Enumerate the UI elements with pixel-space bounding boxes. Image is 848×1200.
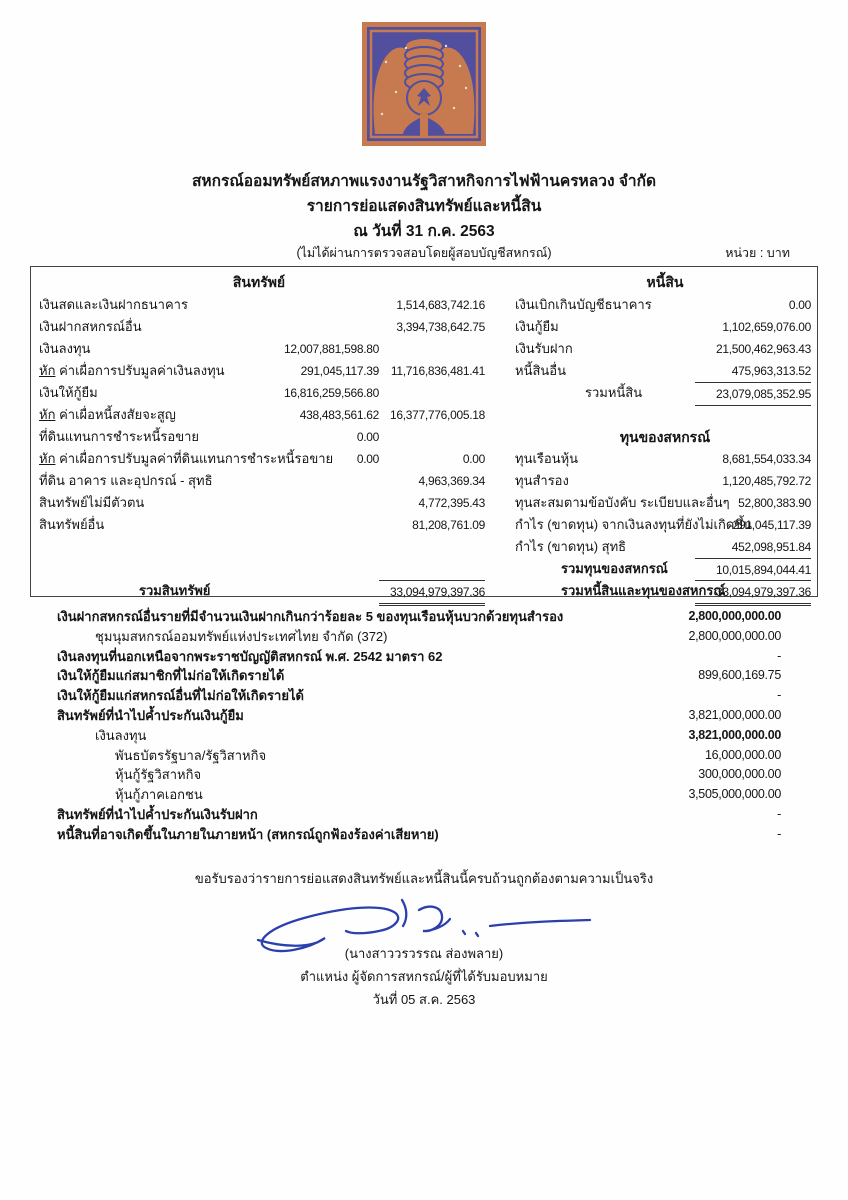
assets-header: สินทรัพย์	[232, 274, 286, 290]
table-header-row	[31, 270, 817, 294]
table-row	[31, 294, 817, 316]
equity-label: ทุนเรือนหุ้น	[515, 451, 579, 466]
disclosure-label: สินทรัพย์ที่นำไปค้ำประกันเงินรับฝาก	[57, 806, 258, 822]
asset-amount: 4,772,395.43	[418, 496, 485, 510]
equity-amount: 452,098,951.84	[731, 540, 811, 554]
table-row	[31, 580, 817, 602]
asset-label: เงินสดและเงินฝากธนาคาร	[39, 297, 188, 312]
total-liabilities-label: รวมหนี้สิน	[585, 385, 643, 400]
equity-label: ทุนสำรอง	[515, 473, 569, 488]
equity-amount: 52,800,383.90	[738, 496, 811, 510]
signer-position: ตำแหน่ง ผู้จัดการสหกรณ์/ผู้ที่ได้รับมอบหมาย	[300, 969, 548, 984]
asset-label: เงินลงทุน	[39, 341, 91, 356]
asset-amount-inner: 16,816,259,566.80	[284, 386, 379, 400]
disclosure-row	[57, 686, 781, 706]
table-row	[31, 338, 817, 360]
equity-label: กำไร (ขาดทุน) จากเงินลงทุนที่ยังไม่เกิดขึ้น	[515, 517, 753, 532]
asset-label: เงินให้กู้ยืม	[39, 385, 98, 400]
liability-label: เงินรับฝาก	[515, 341, 573, 356]
asset-amount-inner	[231, 470, 379, 492]
total-equity-amount: 10,015,894,044.41	[695, 558, 817, 581]
liabilities-header: หนี้สิน	[646, 274, 684, 290]
disclosure-row	[57, 746, 781, 766]
table-row	[31, 514, 817, 536]
table-row	[31, 448, 817, 470]
disclosure-label: เงินฝากสหกรณ์อื่นรายที่มีจำนวนเงินฝากเกินกว่าร้อยละ 5 ของทุนเรือนหุ้นบวกด้วยทุนสำรอง	[57, 609, 564, 624]
disclosure-label: หุ้นกู้ภาคเอกชน	[115, 787, 203, 803]
liability-label: หนี้สินอื่น	[515, 363, 566, 378]
disclosure-label: หนี้สินที่อาจเกิดขึ้นในภายในภายหน้า (สหกรณ์ถูกฟ้องร้องค่าเสียหาย)	[57, 826, 439, 842]
disclosure-row	[57, 765, 781, 785]
asset-amount: 11,716,836,481.41	[390, 364, 485, 378]
disclosure-row	[57, 627, 781, 647]
equity-header: ทุนของสหกรณ์	[619, 429, 711, 445]
asset-amount: 81,208,761.09	[412, 518, 485, 532]
liability-label: เงินเบิกเกินบัญชีธนาคาร	[515, 297, 652, 312]
deduct-prefix: หัก	[39, 407, 56, 422]
disclosure-label: หุ้นกู้รัฐวิสาหกิจ	[115, 767, 202, 783]
disclosure-value: 300,000,000.00	[698, 767, 781, 782]
total-assets-amount: 33,094,979,397.36	[379, 580, 487, 606]
equity-amount: 8,681,554,033.34	[722, 452, 811, 466]
asset-label: สินทรัพย์ไม่มีตัวตน	[39, 495, 145, 510]
table-row	[31, 470, 817, 492]
asset-amount-inner: 291,045,117.39	[300, 364, 379, 378]
asset-label: หัก ค่าเผื่อการปรับมูลค่าที่ดินแทนการชำระหนี้รอขาย	[39, 451, 334, 466]
as-of-date: ณ วันที่ 31 ก.ค. 2563	[353, 223, 495, 240]
liability-amount: 21,500,462,963.43	[716, 342, 811, 356]
disclosure-row	[57, 726, 781, 746]
table-row	[31, 536, 817, 558]
total-assets-label: รวมสินทรัพย์	[139, 583, 211, 598]
asset-amount: 3,394,738,642.75	[396, 320, 485, 334]
disclosure-label: เงินให้กู้ยืมแก่สหกรณ์อื่นที่ไม่ก่อให้เกิดรายได้	[57, 688, 304, 704]
balance-sheet-table	[30, 266, 818, 597]
signer-name: (นางสาววรวรรณ ส่องพลาย)	[344, 946, 504, 961]
disclosure-value: -	[777, 806, 781, 821]
equity-label: กำไร (ขาดทุน) สุทธิ	[515, 539, 627, 554]
table-row	[31, 426, 817, 448]
total-liabilities-amount: 23,079,085,352.95	[695, 382, 817, 406]
disclosure-label: เงินลงทุนที่นอกเหนือจากพระราชบัญญัติสหกรณ์ พ.ศ. 2542 มาตรา 62	[57, 648, 443, 664]
asset-amount: 16,377,776,005.18	[390, 408, 485, 422]
asset-amount-inner: 0.00	[356, 452, 379, 466]
unit-label: หน่วย : บาท	[725, 246, 790, 260]
asset-label: หัก ค่าเผื่อการปรับมูลค่าเงินลงทุน	[39, 363, 225, 378]
table-row	[31, 404, 817, 426]
disclosure-value: 2,800,000,000.00	[688, 609, 781, 623]
table-row	[31, 360, 817, 382]
asset-amount-inner	[231, 492, 379, 514]
table-row	[31, 382, 817, 404]
disclosure-row	[57, 785, 781, 805]
asset-amount-inner	[231, 316, 379, 338]
disclosure-row	[57, 607, 781, 627]
disclosure-label: สินทรัพย์ที่นำไปค้ำประกันเงินกู้ยืม	[57, 707, 244, 723]
table-row	[31, 492, 817, 514]
certification-statement: ขอรับรองว่ารายการย่อแสดงสินทรัพย์และหนี้สินนี้ครบถ้วนถูกต้องตามความเป็นจริง	[194, 871, 654, 886]
disclosure-row	[57, 647, 781, 667]
liability-amount: 0.00	[788, 298, 811, 312]
disclosure-value: -	[777, 688, 781, 703]
report-title: รายการย่อแสดงสินทรัพย์และหนี้สิน	[306, 198, 542, 215]
equity-amount: -291,045,117.39	[728, 518, 811, 532]
asset-amount-inner: 12,007,881,598.80	[284, 342, 379, 356]
asset-amount-inner: 438,483,561.62	[299, 408, 379, 422]
asset-label: สินทรัพย์อื่น	[39, 517, 105, 532]
cooperative-emblem-icon	[362, 22, 486, 146]
total-equity-label: รวมทุนของสหกรณ์	[561, 561, 668, 576]
asset-amount: 4,963,369.34	[418, 474, 485, 488]
disclosure-row	[57, 706, 781, 726]
disclosure-value: 3,821,000,000.00	[688, 727, 781, 742]
disclosure-value: 899,600,169.75	[698, 668, 781, 683]
audit-note: (ไม่ได้ผ่านการตรวจสอบโดยผู้สอบบัญชีสหกรณ์)	[296, 246, 552, 260]
total-liabilities-equity-amount: 33,094,979,397.36	[695, 580, 817, 606]
disclosure-value: 16,000,000.00	[704, 747, 781, 762]
disclosure-value: -	[777, 826, 781, 841]
asset-amount-inner	[231, 294, 379, 316]
disclosure-row	[57, 825, 781, 845]
deduct-prefix: หัก	[39, 363, 56, 378]
disclosure-label: พันธบัตรรัฐบาล/รัฐวิสาหกิจ	[115, 747, 267, 763]
table-row	[31, 316, 817, 338]
disclosure-label: เงินลงทุน	[95, 727, 147, 743]
disclosure-row	[57, 805, 781, 825]
disclosure-value: 3,505,000,000.00	[688, 787, 781, 802]
total-liabilities-equity-label: รวมหนี้สินและทุนของสหกรณ์	[561, 583, 726, 598]
deduct-prefix: หัก	[39, 451, 56, 466]
organization-name: สหกรณ์ออมทรัพย์สหภาพแรงงานรัฐวิสาหกิจการไฟฟ้านครหลวง จำกัด	[191, 173, 657, 190]
liability-amount: 1,102,659,076.00	[722, 320, 811, 334]
table-row	[31, 558, 817, 580]
asset-amount: 1,514,683,742.16	[396, 298, 485, 312]
disclosure-value: 3,821,000,000.00	[688, 707, 781, 722]
asset-amount-inner: 0.00	[356, 430, 379, 444]
liability-amount: 475,963,313.52	[731, 364, 811, 378]
asset-label: เงินฝากสหกรณ์อื่น	[39, 319, 142, 334]
disclosure-label: ชุมนุมสหกรณ์ออมทรัพย์แห่งประเทศไทย จำกัด (372)	[95, 628, 388, 644]
asset-label: หัก ค่าเผื่อหนี้สงสัยจะสูญ	[39, 407, 176, 422]
asset-amount-inner	[231, 514, 379, 536]
equity-amount: 1,120,485,792.72	[722, 474, 811, 488]
disclosure-row	[57, 666, 781, 686]
asset-amount	[379, 338, 487, 360]
liability-label: เงินกู้ยืม	[515, 319, 559, 334]
asset-label: ที่ดิน อาคาร และอุปกรณ์ - สุทธิ	[39, 473, 213, 488]
disclosure-value: -	[777, 648, 781, 663]
asset-amount: 0.00	[462, 452, 485, 466]
disclosure-label: เงินให้กู้ยืมแก่สมาชิกที่ไม่ก่อให้เกิดรายได้	[57, 668, 285, 684]
asset-label: ที่ดินแทนการชำระหนี้รอขาย	[39, 429, 200, 444]
equity-label: ทุนสะสมตามข้อบังคับ ระเบียบและอื่นๆ	[515, 495, 730, 510]
asset-amount	[379, 382, 487, 406]
disclosure-value: 2,800,000,000.00	[688, 628, 781, 643]
signature-date: วันที่ 05 ส.ค. 2563	[372, 992, 476, 1007]
disclosure-section	[57, 607, 781, 845]
